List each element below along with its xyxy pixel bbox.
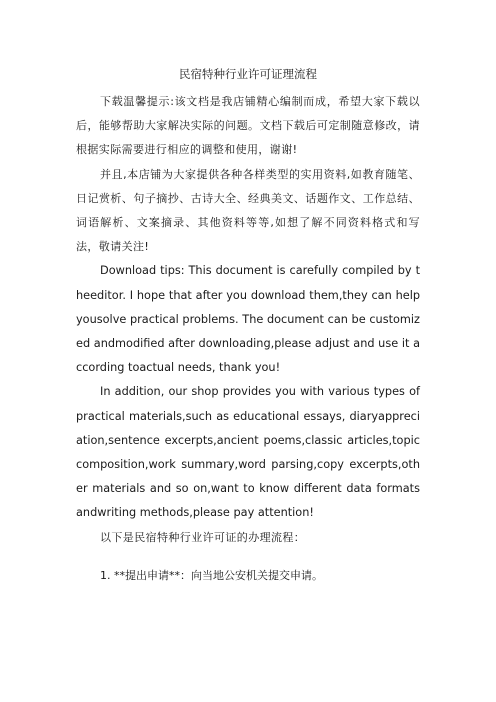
shop-notice-english: In addition, our shop provides you with various types ofpractical materials,such as educational essays, diaryappreciation,sentence excerpts,ancient poems,classic articles,topic composition,work summary,word parsing,copy excerpts,other materials and so on,want to know different data formats andwriting methods,please pay attention! — [76, 385, 420, 520]
document-body — [76, 90, 420, 588]
document-title: 民宿特种行业许可证理流程 — [179, 67, 317, 81]
process-step-1: 1. **提出申请**：向当地公安机关提交申请。 — [100, 568, 323, 582]
process-intro: 以下是民宿特种行业许可证的办理流程： — [100, 530, 306, 544]
download-tip-chinese: 下载温馨提示:该文档是我店铺精心编制而成，希望大家下载以后，能够帮助大家解决实际的问题。文档下载后可定制随意修改，请根据实际需要进行相应的调整和使用，谢谢! — [76, 95, 420, 157]
download-tip-english: Download tips: This document is carefully compiled by theeditor. I hope that after you download them,they can help yousolve practical problems. The document can be customized andmodified after downloading,please adjust and use it according toactual needs, thank you! — [76, 264, 420, 375]
paragraph-gap — [76, 550, 420, 564]
shop-notice-chinese: 并且,本店铺为大家提供各种各样类型的实用资料,如教育随笔、日记赏析、句子摘抄、古诗大全、经典美文、话题作文、工作总结、词语解析、文案摘录、其他资料等等,如想了解不同资料格式和写法，敬请关注! — [76, 167, 420, 254]
